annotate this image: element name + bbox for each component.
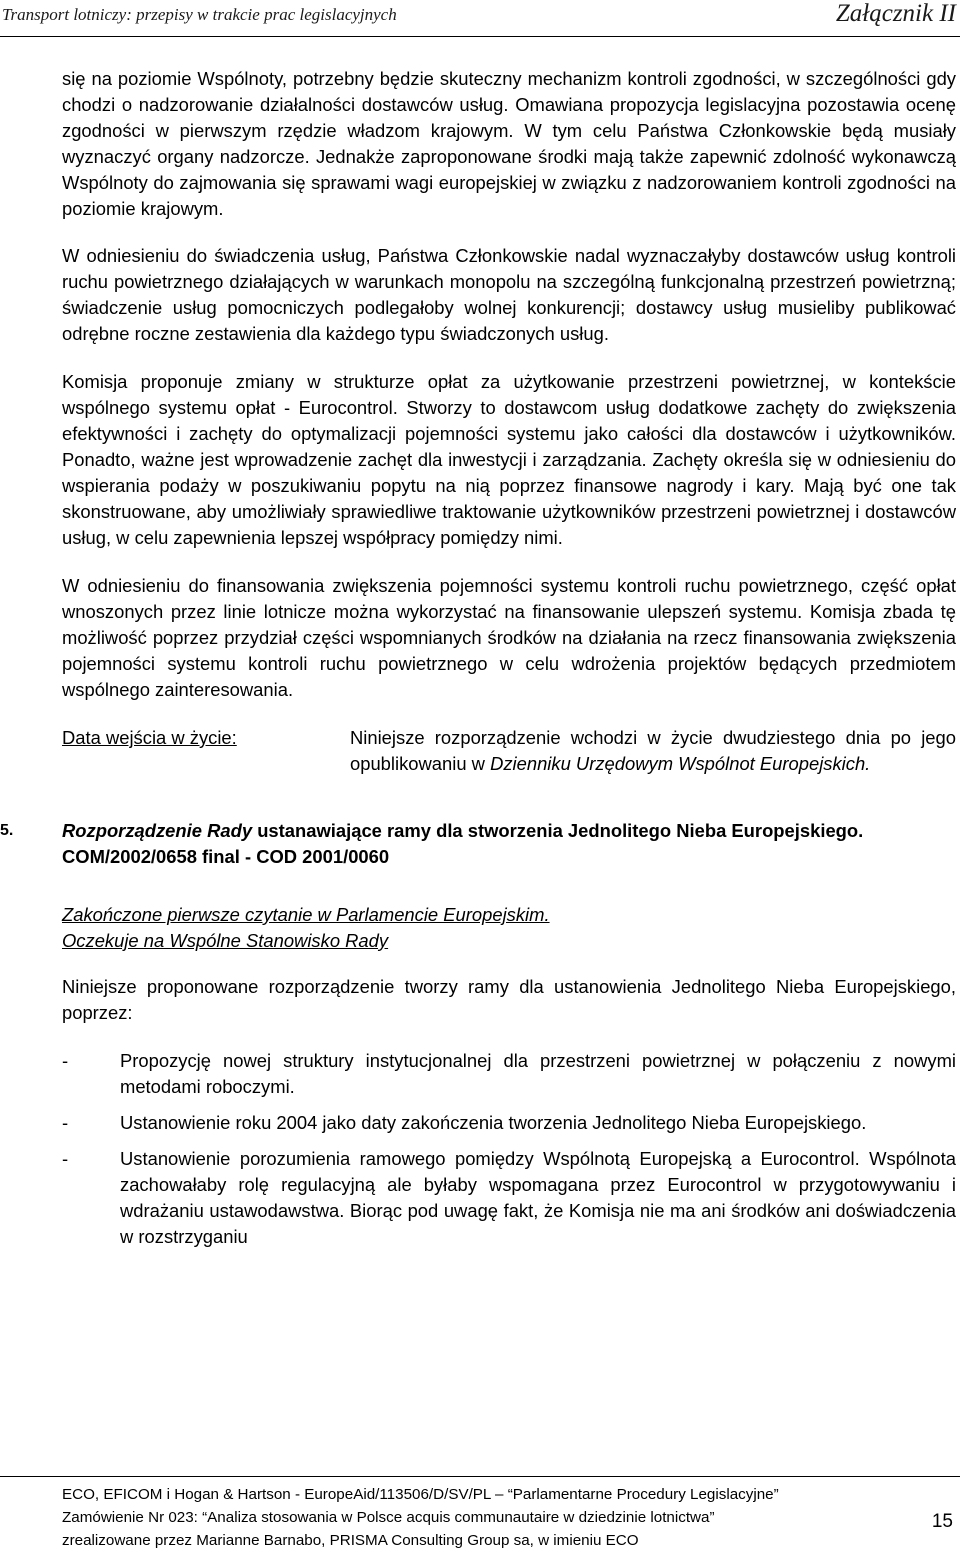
paragraph-financing: W odniesieniu do finansowania zwiększenia pojemności systemu kontroli ruchu powietrznego, część opłat wnoszonych przez linie lotnicze można wykorzystać na finansowanie ulepszeń systemu. Komisja zbada tę możliwość poprzez przydział części wspomnianych środków na działania na rzecz finansowania zwiększenia pojemności systemu kontroli ruchu powietrznego w celu wdrożenia projektów będących przedmiotem wspólnego zainteresowania. (62, 575, 956, 700)
list-item (62, 1110, 956, 1136)
section-title-rest: ustanawiające ramy dla stworzenia Jednolitego Nieba Europejskiego. (252, 820, 864, 841)
entry-into-force-text (350, 725, 956, 777)
page-number: 15 (931, 1511, 953, 1532)
footer-line-2: Zamówienie Nr 023: “Analiza stosowania w Polsce acquis communautaire w dziedzinie lotnictwa” (62, 1509, 715, 1526)
section-number: 5. (0, 822, 14, 839)
header-title: Transport lotniczy: przepisy w trakcie prac legislacyjnych (2, 5, 397, 24)
paragraph-charges: Komisja proponuje zmiany w strukturze opłat za użytkowanie przestrzeni powietrznej, w kontekście wspólnego systemu opłat - Eurocontrol. Stworzy to dostawcom usług dodatkowe zachęty do zwiększenia efektywności i zachęty do optymalizacji pojemności systemu jako całości dla dostawców i użytkowników. Ponadto, ważne jest wprowadzenie zachęt dla inwestycji i zarządzania. Zachęty określa się w odniesieniu do wspierania podaży w poszukiwaniu popytu na nią poprzez finansowe nagrody i kary. Mają być one tak skonstruowane, aby umożliwiały sprawiedliwe traktowanie użytkowników przestrzeni powietrznej i dostawców usług, w celu zapewnienia lepszej współpracy pomiędzy nimi. (62, 371, 956, 548)
list-item (62, 1048, 956, 1100)
page-content (0, 66, 956, 1260)
status-common-position: Oczekuje na Wspólne Stanowisko Rady (62, 930, 389, 951)
section-title-italic: Rozporządzenie Rady (62, 820, 253, 841)
paragraph-intro: Niniejsze proponowane rozporządzenie tworzy ramy dla ustanowienia Jednolitego Nieba Europejskiego, poprzez: (62, 976, 956, 1023)
status-first-reading: Zakończone pierwsze czytanie w Parlamencie Europejskim. (62, 904, 550, 925)
paragraph-supervision: się na poziomie Wspólnoty, potrzebny będzie skuteczny mechanizm kontroli zgodności, w szczególności gdy chodzi o nadzorowanie działalności dostawców usług. Omawiana propozycja legislacyjna pozostawia ocenę zgodności w pierwszym rzędzie władzom krajowym. W tym celu Państwa Członkowskie będą musiały wyznaczyć organy nadzorcze. Jednakże zaproponowane środki mają także zapewnić zdolność wykonawczą Wspólnoty do zajmowania się sprawami wagi europejskiej w związku z nadzorowaniem kontroli zgodności na poziomie krajowym. (62, 68, 956, 219)
list-dash: - (62, 1148, 69, 1169)
section-5-title (0, 818, 956, 844)
entry-into-force-row (62, 725, 956, 777)
list-item (62, 1146, 956, 1250)
list-item-text: Propozycję nowej struktury instytucjonalnej dla przestrzeni powietrznej w połączeniu z nowymi metodami roboczymi. (120, 1050, 956, 1097)
entry-into-force-text-main: Niniejsze rozporządzenie wchodzi w życie dwudziestego dnia po jego opublikowaniu w (350, 727, 956, 774)
paragraph-service-provision: W odniesieniu do świadczenia usług, Państwa Członkowskie nadal wyznaczałyby dostawców usług kontroli ruchu powietrznego działających w warunkach monopolu na szczególną funkcjonalną przestrzeń powietrzną; świadczenie usług pomocniczych podlegałoby wolnej konkurencji; dostawcy usług musieliby publikować odrębne roczne zestawienia dla każdego typu świadczonych usług. (62, 245, 956, 344)
header-annex-label: Załącznik II (835, 0, 956, 27)
list-item-text: Ustanowienie porozumienia ramowego pomiędzy Wspólnotą Europejską a Eurocontrol. Wspólnota zachowałaby rolę regulacyjną ale byłaby wspomagana przez Eurocontrol w przygotowywaniu i wdrażaniu ustawodawstwa. Biorąc pod uwagę fakt, że Komisja nie ma ani środków ani doświadczenia w rozstrzyganiu (120, 1148, 956, 1247)
footer-credits (62, 1483, 779, 1552)
page-footer (0, 1476, 960, 1566)
footer-line-1: ECO, EFICOM i Hogan & Hartson - EuropeAid/113506/D/SV/PL – “Parlamentarne Procedury Legislacyjne” (62, 1486, 779, 1503)
official-journal-name: Dzienniku Urzędowym Wspólnot Europejskich. (490, 753, 871, 774)
footer-line-3: zrealizowane przez Marianne Barnabo, PRISMA Consulting Group sa, w imieniu ECO (62, 1532, 639, 1549)
legislative-status (62, 902, 956, 954)
document-code: COM/2002/0658 final - COD 2001/0060 (62, 846, 390, 867)
list-dash: - (62, 1112, 69, 1133)
list-item-text: Ustanowienie roku 2004 jako daty zakończenia tworzenia Jednolitego Nieba Europejskiego. (120, 1112, 867, 1133)
list-dash: - (62, 1050, 69, 1071)
page-header (0, 0, 960, 37)
entry-into-force-label: Data wejścia w życie: (62, 727, 237, 748)
